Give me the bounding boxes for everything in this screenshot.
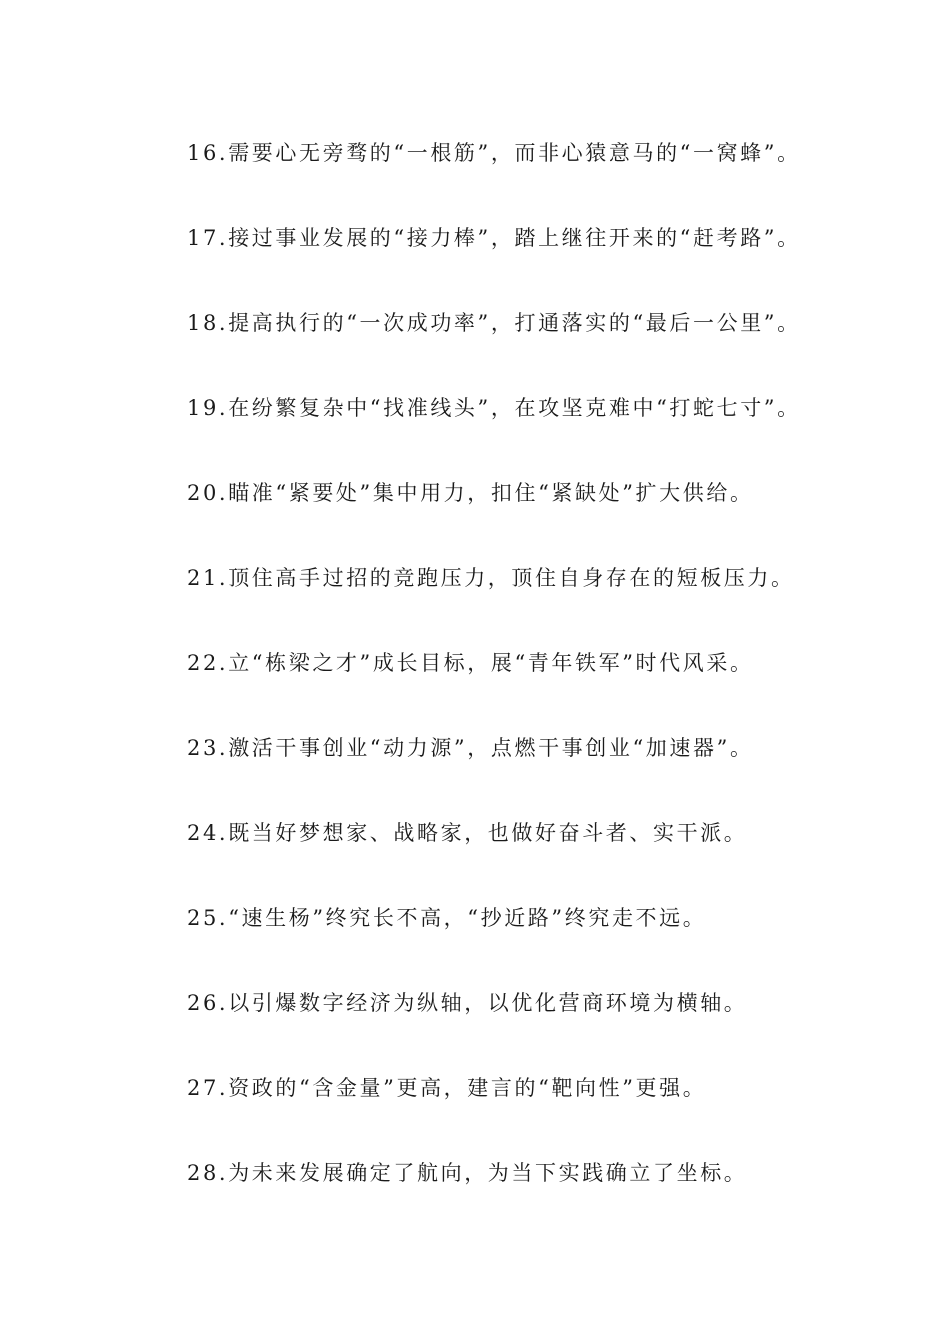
sentence-16: 16.需要心无旁骛的“一根筋”，而非心猿意马的“一窝蜂”。 — [187, 141, 801, 165]
sentence-22: 22.立“栋梁之才”成长目标，展“青年铁军”时代风采。 — [187, 651, 754, 675]
sentence-24: 24.既当好梦想家、战略家，也做好奋斗者、实干派。 — [187, 821, 748, 845]
sentence-23: 23.激活干事创业“动力源”，点燃干事创业“加速器”。 — [187, 736, 754, 760]
sentence-19: 19.在纷繁复杂中“找准线头”，在攻坚克难中“打蛇七寸”。 — [187, 396, 801, 420]
sentence-25: 25.“速生杨”终究长不高，“抄近路”终究走不远。 — [187, 906, 707, 930]
sentence-18: 18.提高执行的“一次成功率”，打通落实的“最后一公里”。 — [187, 311, 801, 335]
sentence-20: 20.瞄准“紧要处”集中用力，扣住“紧缺处”扩大供给。 — [187, 481, 754, 505]
sentence-list — [187, 135, 907, 1240]
sentence-26: 26.以引爆数字经济为纵轴，以优化营商环境为横轴。 — [187, 991, 748, 1015]
sentence-27: 27.资政的“含金量”更高，建言的“靶向性”更强。 — [187, 1076, 707, 1100]
sentence-17: 17.接过事业发展的“接力棒”，踏上继往开来的“赶考路”。 — [187, 226, 801, 250]
sentence-21: 21.顶住高手过招的竞跑压力，顶住自身存在的短板压力。 — [187, 566, 795, 590]
sentence-28: 28.为未来发展确定了航向，为当下实践确立了坐标。 — [187, 1161, 748, 1185]
